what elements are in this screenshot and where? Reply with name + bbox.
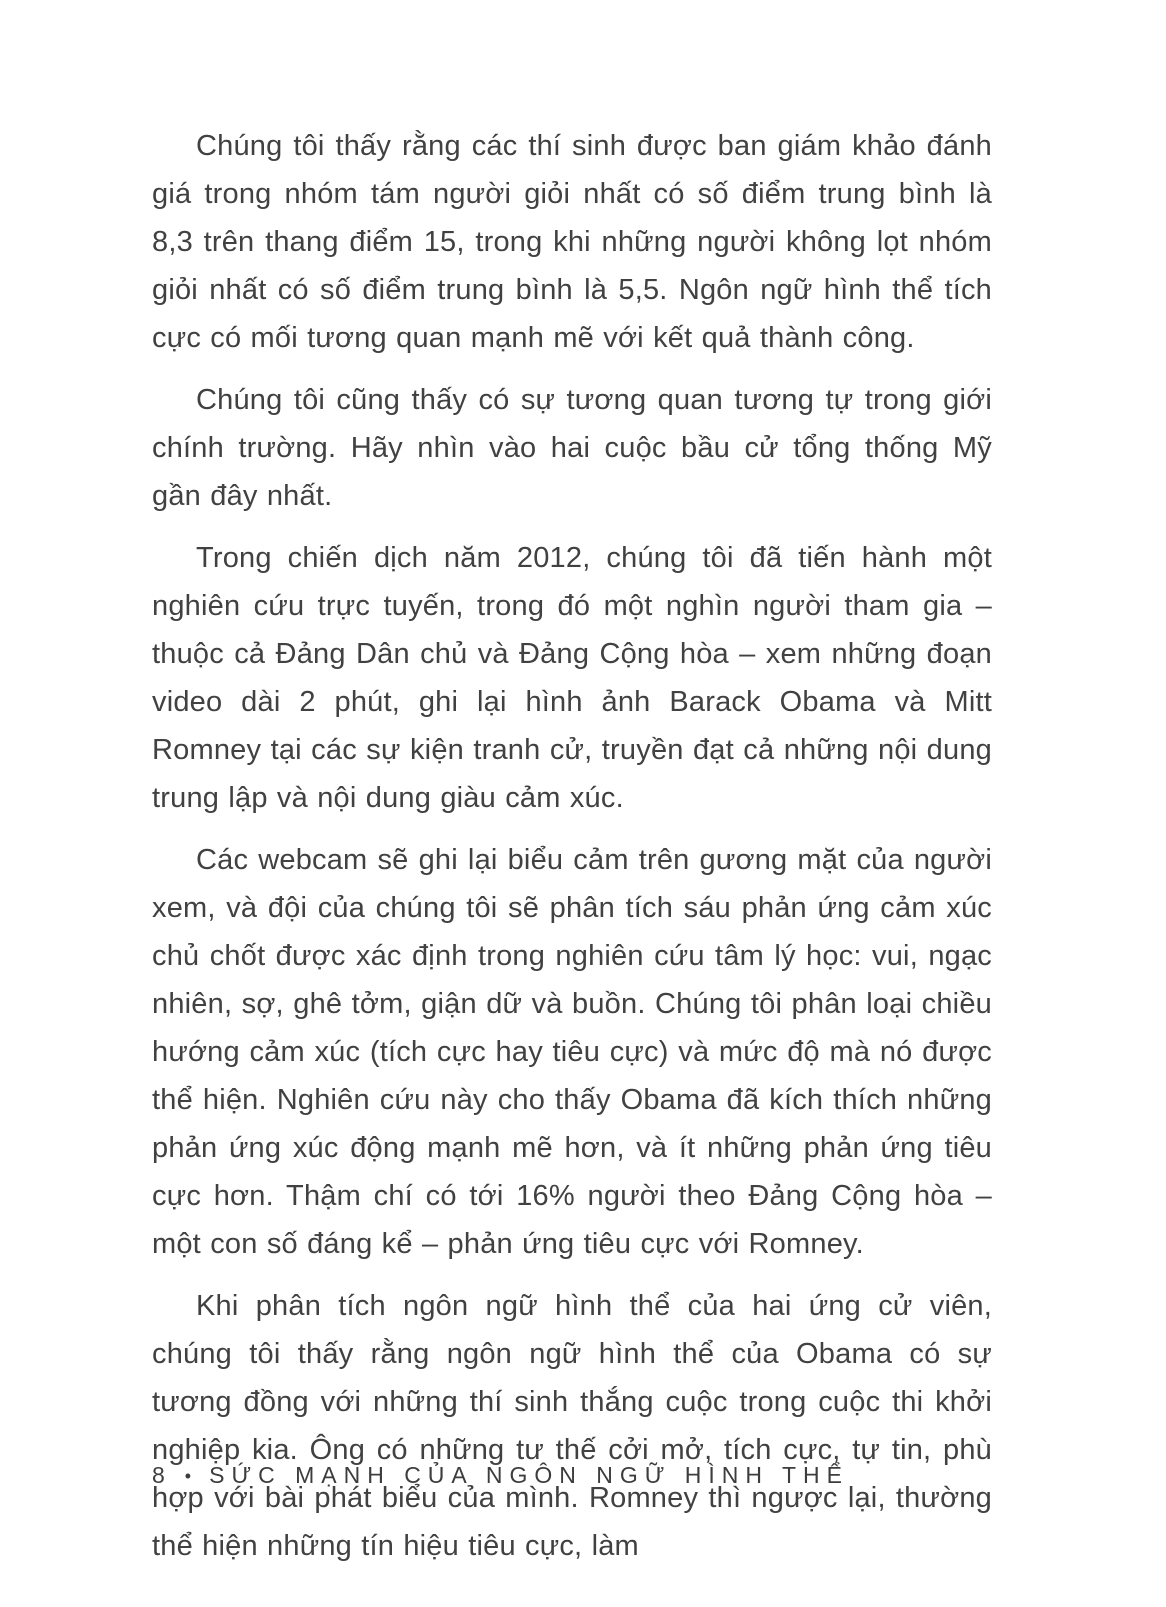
paragraph: Trong chiến dịch năm 2012, chúng tôi đã tiến hành một nghiên cứu trực tuyến, trong đó một nghìn người tham gia – thuộc cả Đảng Dân chủ và Đảng Cộng hòa – xem những đoạn video dài 2 phút, ghi lại hình ảnh Barack Obama và Mitt Romney tại các sự kiện tranh cử, truyền đạt cả những nội dung trung lập và nội dung giàu cảm xúc.: [152, 542, 992, 814]
page-footer: [152, 1462, 849, 1489]
footer-separator-dot: •: [184, 1466, 192, 1486]
paragraph: Chúng tôi cũng thấy có sự tương quan tương tự trong giới chính trường. Hãy nhìn vào hai cuộc bầu cử tổng thống Mỹ gần đây nhất.: [152, 384, 992, 512]
paragraph: Các webcam sẽ ghi lại biểu cảm trên gương mặt của người xem, và đội của chúng tôi sẽ phân tích sáu phản ứng cảm xúc chủ chốt được xác định trong nghiên cứu tâm lý học: vui, ngạc nhiên, sợ, ghê tởm, giận dữ và buồn. Chúng tôi phân loại chiều hướng cảm xúc (tích cực hay tiêu cực) và mức độ mà nó được thể hiện. Nghiên cứu này cho thấy Obama đã kích thích những phản ứng xúc động mạnh mẽ hơn, và ít những phản ứng tiêu cực hơn. Thậm chí có tới 16% người theo Đảng Cộng hòa – một con số đáng kể – phản ứng tiêu cực với Romney.: [152, 844, 992, 1260]
paragraph: Chúng tôi thấy rằng các thí sinh được ban giám khảo đánh giá trong nhóm tám người giỏi nhất có số điểm trung bình là 8,3 trên thang điểm 15, trong khi những người không lọt nhóm giỏi nhất có số điểm trung bình là 5,5. Ngôn ngữ hình thể tích cực có mối tương quan mạnh mẽ với kết quả thành công.: [152, 130, 992, 354]
page-content: [152, 122, 992, 1584]
book-title: SỨC MẠNH CỦA NGÔN NGỮ HÌNH THỂ: [209, 1462, 850, 1488]
page-number: 8: [152, 1462, 167, 1488]
paragraph: Khi phân tích ngôn ngữ hình thể của hai ứng cử viên, chúng tôi thấy rằng ngôn ngữ hình thể của Obama có sự tương đồng với những thí sinh thắng cuộc trong cuộc thi khởi nghiệp kia. Ông có những tư thế cởi mở, tích cực, tự tin, phù hợp với bài phát biểu của mình. Romney thì ngược lại, thường thể hiện những tín hiệu tiêu cực, làm: [152, 1290, 992, 1562]
